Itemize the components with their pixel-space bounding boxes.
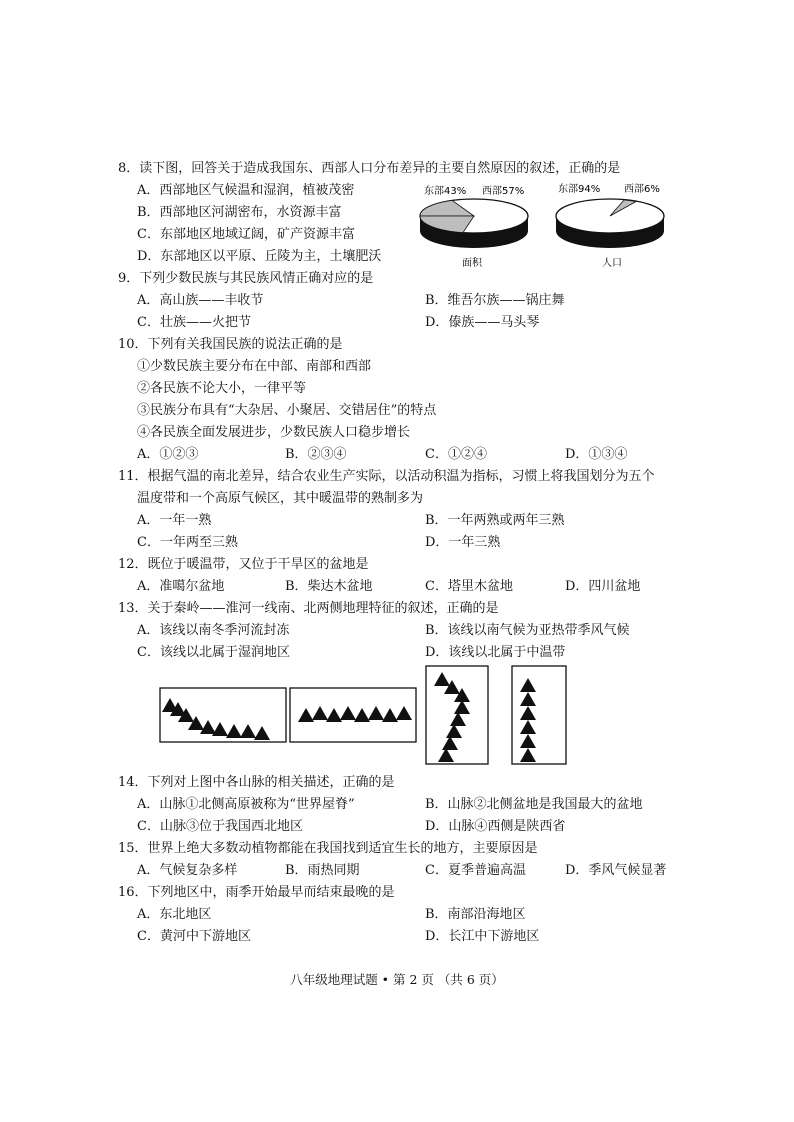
population-west-label: 西部6% — [624, 184, 660, 195]
question-9-option-a: A．高山族——丰收节 — [137, 293, 264, 308]
mountain-box-1 — [160, 688, 286, 742]
question-9-option-c: C．壮族——火把节 — [137, 315, 251, 330]
question-15-option-b: B．雨热同期 — [285, 863, 360, 878]
population-east-label: 东部94% — [558, 184, 601, 195]
question-16-option-c: C．黄河中下游地区 — [137, 929, 251, 944]
question-10-stem: 10．下列有关我国民族的说法正确的是 — [118, 337, 343, 352]
question-8-option-a: A．西部地区气候温和湿润，植被茂密 — [137, 183, 355, 198]
question-11-stem-line2: 温度带和一个高原气候区，其中暖温带的熟制多为 — [137, 491, 424, 506]
question-16-stem: 16．下列地区中，雨季开始最早而结束最晚的是 — [118, 885, 395, 900]
population-pie — [556, 182, 664, 269]
question-11-stem-line1: 11．根据气温的南北差异，结合农业生产实际，以活动积温为指标，习惯上将我国划分为五个 — [118, 469, 655, 484]
question-11-option-d: D．一年三熟 — [425, 535, 501, 550]
area-pie — [420, 184, 528, 269]
question-14-option-c: C．山脉③位于我国西北地区 — [137, 819, 303, 834]
question-14-stem: 14．下列对上图中各山脉的相关描述，正确的是 — [118, 775, 395, 790]
question-13-stem: 13．关于秦岭——淮河一线南、北两侧地理特征的叙述，正确的是 — [118, 601, 499, 616]
question-8-option-d: D．东部地区以平原、丘陵为主，土壤肥沃 — [137, 249, 382, 264]
area-west-label: 西部57% — [482, 186, 525, 197]
question-13-option-c: C．该线以北属于湿润地区 — [137, 645, 290, 660]
mountain-box-2 — [290, 688, 416, 742]
question-11-option-a: A．一年一熟 — [137, 513, 212, 528]
question-10-option-c: C．①②④ — [425, 447, 487, 462]
question-9-stem: 9．下列少数民族与其民族风情正确对应的是 — [118, 271, 374, 286]
question-8-option-b: B．西部地区河湖密布，水资源丰富 — [137, 205, 342, 220]
question-10-option-a: A．①②③ — [137, 447, 199, 462]
question-10-item-2: ②各民族不论大小，一律平等 — [137, 381, 307, 396]
question-14-option-d: D．山脉④西侧是陕西省 — [425, 819, 566, 834]
population-caption: 人口 — [602, 258, 622, 269]
question-13-option-b: B．该线以南气候为亚热带季风气候 — [425, 623, 630, 638]
question-11-option-c: C．一年两至三熟 — [137, 535, 238, 550]
question-15-option-c: C．夏季普遍高温 — [425, 863, 526, 878]
question-16-option-b: B．南部沿海地区 — [425, 907, 526, 922]
question-8-option-c: C．东部地区地域辽阔，矿产资源丰富 — [137, 227, 355, 242]
question-12-option-d: D．四川盆地 — [565, 579, 641, 594]
question-10-item-4: ④各民族全面发展进步，少数民族人口稳步增长 — [137, 425, 411, 440]
page-footer: 八年级地理试题 • 第 2 页 （共 6 页） — [290, 972, 504, 987]
question-16-option-a: A．东北地区 — [137, 907, 212, 922]
question-10-item-1: ①少数民族主要分布在中部、南部和西部 — [137, 359, 372, 374]
question-15-option-a: A．气候复杂多样 — [137, 863, 238, 878]
mountain-box-4 — [512, 666, 566, 764]
question-12-option-b: B．柴达木盆地 — [285, 579, 373, 594]
question-15-stem: 15．世界上绝大多数动植物都能在我国找到适宜生长的地方，主要原因是 — [118, 841, 538, 856]
question-12-option-a: A．准噶尔盆地 — [137, 579, 225, 594]
question-13-option-a: A．该线以南冬季河流封冻 — [137, 623, 290, 638]
question-14-option-a: A．山脉①北侧高原被称为“世界屋脊” — [137, 797, 355, 812]
question-14-option-b: B．山脉②北侧盆地是我国最大的盆地 — [425, 797, 643, 812]
mountain-range-figure — [156, 664, 568, 768]
area-east-label: 东部43% — [424, 186, 467, 197]
question-15-option-d: D．季风气候显著 — [565, 863, 667, 878]
question-11-option-b: B．一年两熟或两年三熟 — [425, 513, 565, 528]
question-9-option-b: B．维吾尔族——锅庄舞 — [425, 293, 565, 308]
question-12-stem: 12．既位于暖温带，又位于干旱区的盆地是 — [118, 557, 369, 572]
question-12-option-c: C．塔里木盆地 — [425, 579, 513, 594]
population-area-pie-figure — [418, 178, 680, 270]
question-16-option-d: D．长江中下游地区 — [425, 929, 540, 944]
question-10-option-d: D．①③④ — [565, 447, 628, 462]
mountain-box-3 — [426, 666, 488, 764]
question-10-item-3: ③民族分布具有“大杂居、小聚居、交错居住”的特点 — [137, 403, 437, 418]
question-8-stem: 8．读下图，回答关于造成我国东、西部人口分布差异的主要自然原因的叙述，正确的是 — [118, 161, 621, 176]
question-9-option-d: D．傣族——马头琴 — [425, 315, 540, 330]
question-10-option-b: B．②③④ — [285, 447, 347, 462]
area-caption: 面积 — [462, 258, 482, 269]
question-13-option-d: D．该线以北属于中温带 — [425, 645, 566, 660]
